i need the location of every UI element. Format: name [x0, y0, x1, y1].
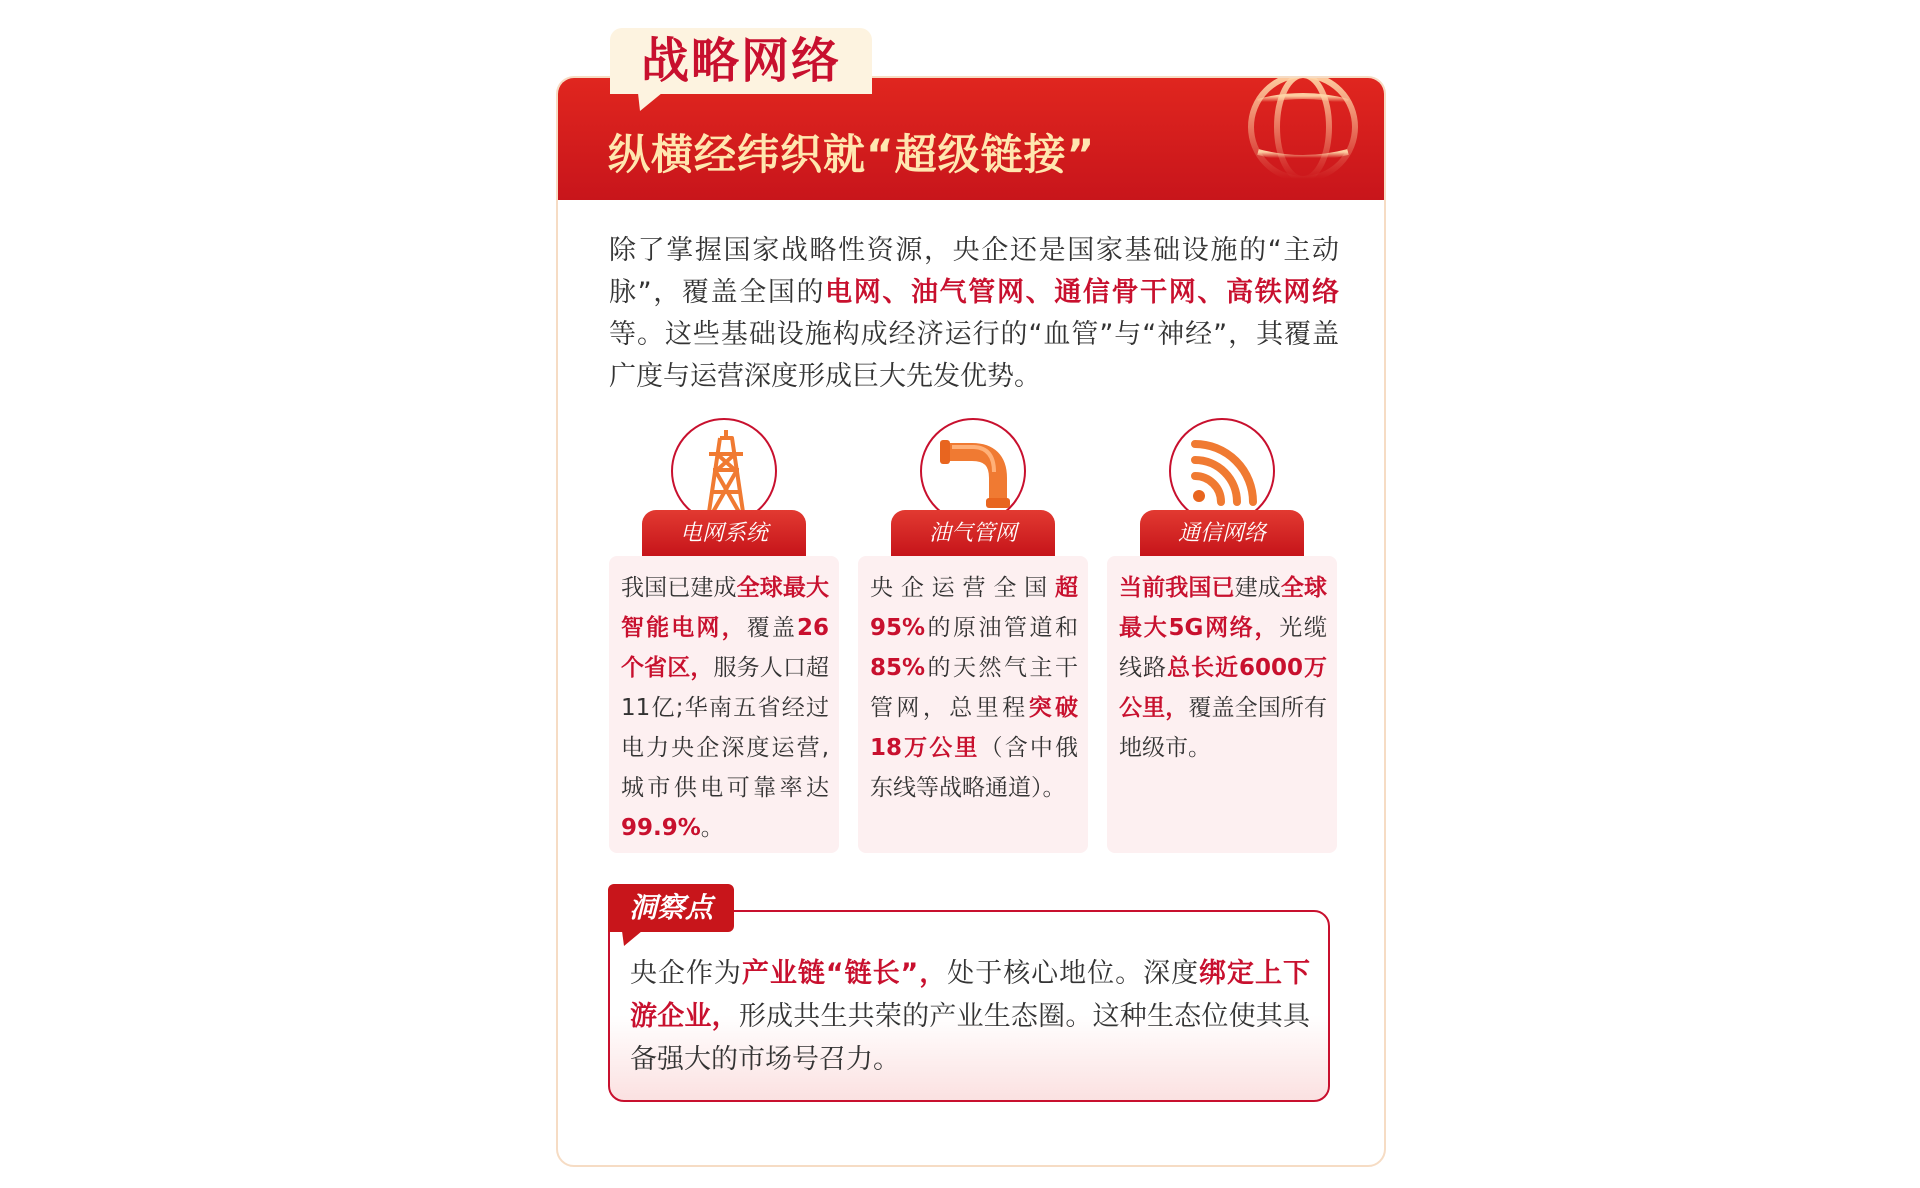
section-headline: 纵横经纬织就“超级链接” [608, 130, 1096, 179]
pipe-elbow-icon [920, 418, 1026, 524]
globe-icon [1228, 76, 1378, 202]
tag-pointer [638, 93, 662, 113]
section-tag: 战略网络 [610, 28, 872, 94]
column-text: 我国已建成全球最大智能电网，覆盖26个省区，服务人口超11亿;华南五省经过电力央企深度运营,城市供电可靠率达99.9%。 [609, 556, 839, 853]
column-label: 电网系统 [642, 510, 806, 556]
insight-text: 央企作为产业链“链长”，处于核心地位。深度绑定上下游企业，形成共生共荣的产业生态圈。这种生态位使其具备强大的市场号召力。 [630, 958, 1311, 1075]
power-tower-icon [671, 418, 777, 524]
insight-tag: 洞察点 [608, 884, 734, 932]
insight-tag-pointer [622, 931, 642, 947]
intro-paragraph: 除了掌握国家战略性资源，央企还是国家基础设施的“主动脉”，覆盖全国的电网、油气管网、通信骨干网、高铁网络等。这些基础设施构成经济运行的“血管”与“神经”，其覆盖广度与运营深度形成巨大先发优势。 [609, 235, 1339, 392]
column-label: 油气管网 [891, 510, 1055, 556]
column-text: 当前我国已建成全球最大5G网络，光缆线路总长近6000万公里，覆盖全国所有地级市。 [1107, 556, 1337, 853]
section-header [558, 78, 1384, 200]
column-label: 通信网络 [1140, 510, 1304, 556]
column-text: 央企运营全国超95%的原油管道和85%的天然气主干管网，总里程突破18万公里（含中俄东线等战略通道）。 [858, 556, 1088, 853]
signal-waves-icon [1169, 418, 1275, 524]
insight-box [608, 910, 1330, 1102]
